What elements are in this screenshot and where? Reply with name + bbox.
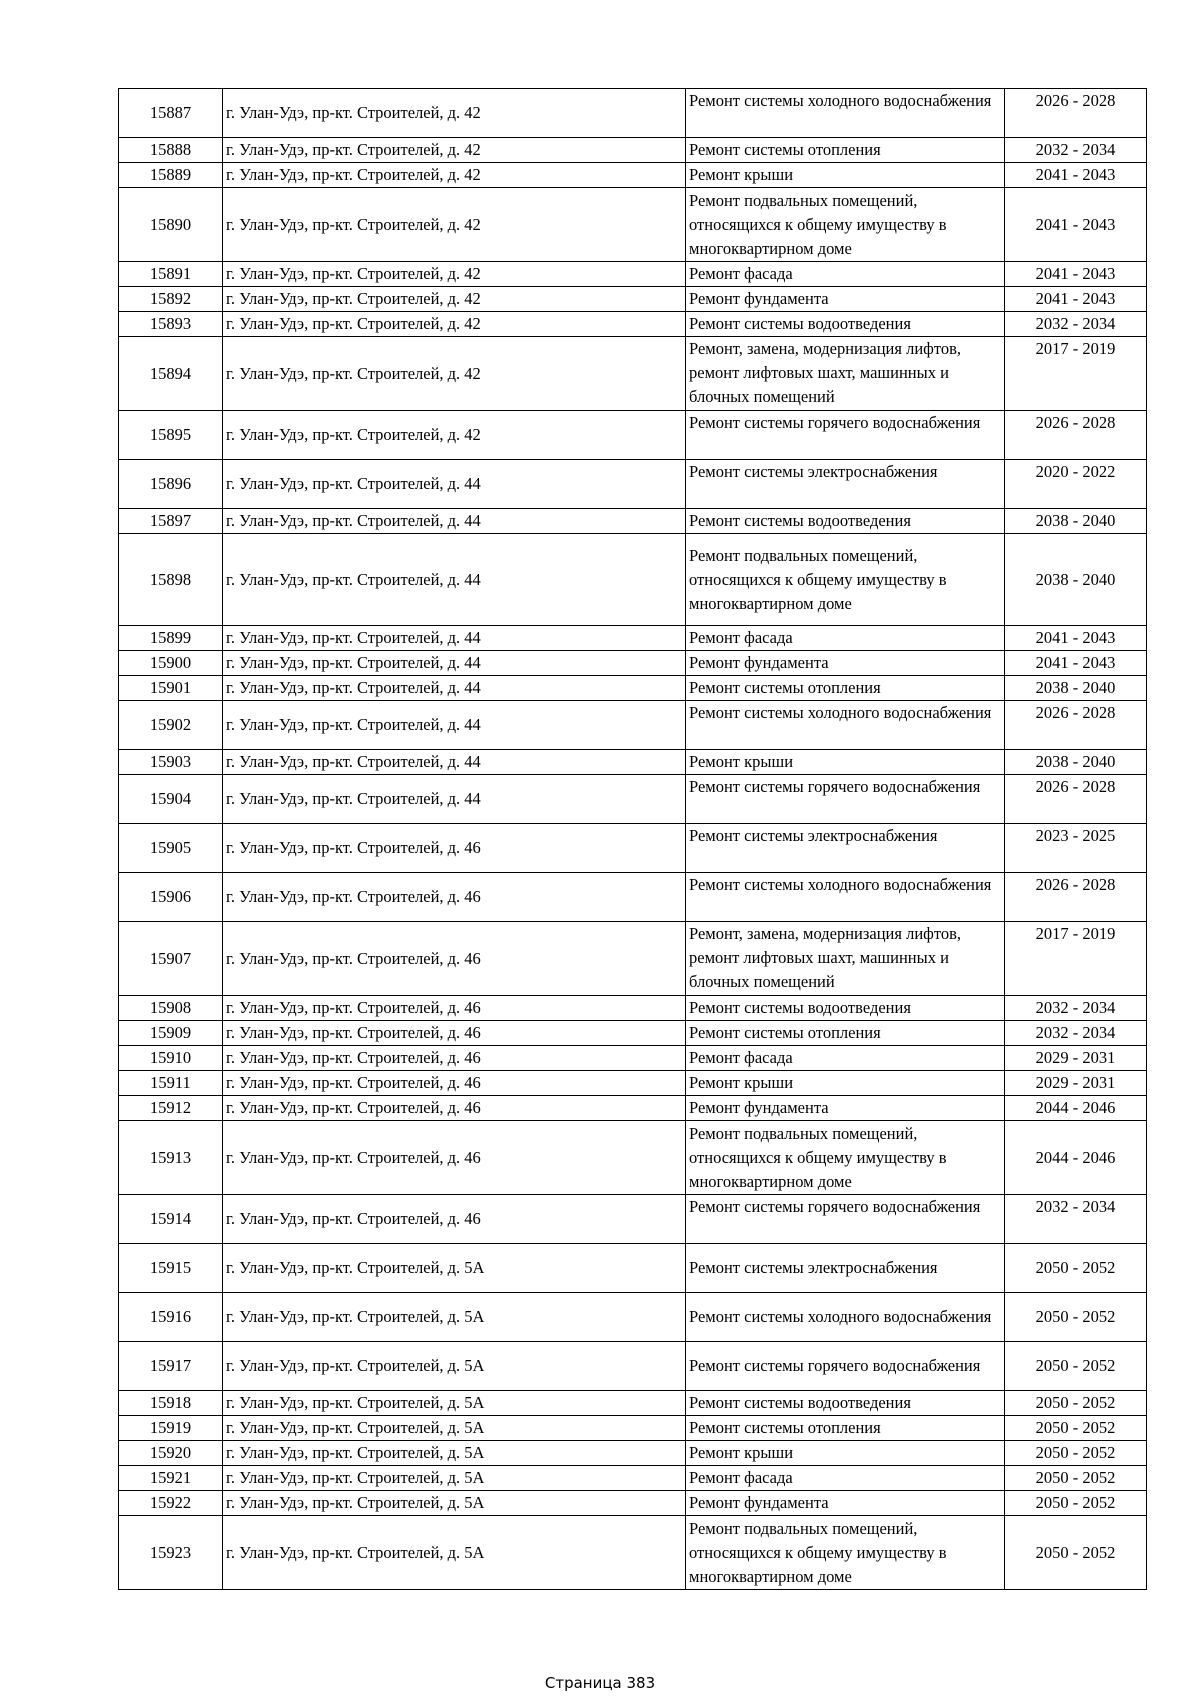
table-row bbox=[119, 1046, 1147, 1071]
table-row bbox=[119, 1096, 1147, 1121]
address-cell: г. Улан-Удэ, пр-кт. Строителей, д. 46 bbox=[223, 824, 686, 873]
period-cell: 2038 - 2040 bbox=[1005, 676, 1147, 701]
row-number-cell: 15901 bbox=[119, 676, 223, 701]
row-number-cell: 15902 bbox=[119, 701, 223, 750]
row-number-cell: 15906 bbox=[119, 873, 223, 922]
table-row bbox=[119, 411, 1147, 460]
table-row bbox=[119, 138, 1147, 163]
work-type-cell: Ремонт подвальных помещений, относящихся к общему имуществу в многоквартирном доме bbox=[686, 188, 1005, 262]
period-cell: 2041 - 2043 bbox=[1005, 188, 1147, 262]
table-row bbox=[119, 676, 1147, 701]
address-cell: г. Улан-Удэ, пр-кт. Строителей, д. 42 bbox=[223, 89, 686, 138]
row-number-cell: 15922 bbox=[119, 1491, 223, 1516]
row-number-cell: 15919 bbox=[119, 1416, 223, 1441]
table-row bbox=[119, 89, 1147, 138]
address-cell: г. Улан-Удэ, пр-кт. Строителей, д. 44 bbox=[223, 676, 686, 701]
period-cell: 2026 - 2028 bbox=[1005, 701, 1147, 750]
address-cell: г. Улан-Удэ, пр-кт. Строителей, д. 46 bbox=[223, 922, 686, 996]
work-type-cell: Ремонт фасада bbox=[686, 1046, 1005, 1071]
address-cell: г. Улан-Удэ, пр-кт. Строителей, д. 5А bbox=[223, 1491, 686, 1516]
period-cell: 2044 - 2046 bbox=[1005, 1121, 1147, 1195]
work-type-cell: Ремонт системы холодного водоснабжения bbox=[686, 701, 1005, 750]
row-number-cell: 15899 bbox=[119, 626, 223, 651]
period-cell: 2038 - 2040 bbox=[1005, 534, 1147, 626]
period-cell: 2029 - 2031 bbox=[1005, 1046, 1147, 1071]
row-number-cell: 15900 bbox=[119, 651, 223, 676]
period-cell: 2041 - 2043 bbox=[1005, 626, 1147, 651]
period-cell: 2026 - 2028 bbox=[1005, 873, 1147, 922]
address-cell: г. Улан-Удэ, пр-кт. Строителей, д. 5А bbox=[223, 1391, 686, 1416]
period-cell: 2050 - 2052 bbox=[1005, 1293, 1147, 1342]
period-cell: 2050 - 2052 bbox=[1005, 1416, 1147, 1441]
table-row bbox=[119, 1342, 1147, 1391]
period-cell: 2026 - 2028 bbox=[1005, 411, 1147, 460]
address-cell: г. Улан-Удэ, пр-кт. Строителей, д. 46 bbox=[223, 996, 686, 1021]
work-type-cell: Ремонт, замена, модернизация лифтов, ремонт лифтовых шахт, машинных и блочных помещений bbox=[686, 922, 1005, 996]
work-type-cell: Ремонт системы отопления bbox=[686, 676, 1005, 701]
row-number-cell: 15893 bbox=[119, 312, 223, 337]
address-cell: г. Улан-Удэ, пр-кт. Строителей, д. 5А bbox=[223, 1293, 686, 1342]
period-cell: 2041 - 2043 bbox=[1005, 651, 1147, 676]
work-type-cell: Ремонт системы горячего водоснабжения bbox=[686, 1342, 1005, 1391]
table-row bbox=[119, 824, 1147, 873]
row-number-cell: 15894 bbox=[119, 337, 223, 411]
address-cell: г. Улан-Удэ, пр-кт. Строителей, д. 5А bbox=[223, 1244, 686, 1293]
work-type-cell: Ремонт системы электроснабжения bbox=[686, 1244, 1005, 1293]
address-cell: г. Улан-Удэ, пр-кт. Строителей, д. 44 bbox=[223, 701, 686, 750]
work-type-cell: Ремонт крыши bbox=[686, 163, 1005, 188]
work-type-cell: Ремонт подвальных помещений, относящихся к общему имуществу в многоквартирном доме bbox=[686, 1516, 1005, 1590]
period-cell: 2050 - 2052 bbox=[1005, 1244, 1147, 1293]
work-type-cell: Ремонт фасада bbox=[686, 1466, 1005, 1491]
row-number-cell: 15898 bbox=[119, 534, 223, 626]
work-type-cell: Ремонт крыши bbox=[686, 1071, 1005, 1096]
row-number-cell: 15895 bbox=[119, 411, 223, 460]
address-cell: г. Улан-Удэ, пр-кт. Строителей, д. 42 bbox=[223, 411, 686, 460]
table-row bbox=[119, 1416, 1147, 1441]
table-row bbox=[119, 262, 1147, 287]
work-type-cell: Ремонт подвальных помещений, относящихся к общему имуществу в многоквартирном доме bbox=[686, 1121, 1005, 1195]
table-row bbox=[119, 922, 1147, 996]
work-type-cell: Ремонт фундамента bbox=[686, 287, 1005, 312]
work-type-cell: Ремонт системы отопления bbox=[686, 1021, 1005, 1046]
period-cell: 2026 - 2028 bbox=[1005, 89, 1147, 138]
row-number-cell: 15889 bbox=[119, 163, 223, 188]
table-row bbox=[119, 312, 1147, 337]
work-type-cell: Ремонт системы водоотведения bbox=[686, 509, 1005, 534]
row-number-cell: 15907 bbox=[119, 922, 223, 996]
row-number-cell: 15909 bbox=[119, 1021, 223, 1046]
work-type-cell: Ремонт, замена, модернизация лифтов, ремонт лифтовых шахт, машинных и блочных помещений bbox=[686, 337, 1005, 411]
table-row bbox=[119, 1293, 1147, 1342]
table-row bbox=[119, 1441, 1147, 1466]
period-cell: 2041 - 2043 bbox=[1005, 262, 1147, 287]
address-cell: г. Улан-Удэ, пр-кт. Строителей, д. 42 bbox=[223, 138, 686, 163]
address-cell: г. Улан-Удэ, пр-кт. Строителей, д. 46 bbox=[223, 1046, 686, 1071]
work-type-cell: Ремонт системы холодного водоснабжения bbox=[686, 89, 1005, 138]
work-type-cell: Ремонт системы водоотведения bbox=[686, 996, 1005, 1021]
table-row bbox=[119, 460, 1147, 509]
work-type-cell: Ремонт системы горячего водоснабжения bbox=[686, 1195, 1005, 1244]
row-number-cell: 15917 bbox=[119, 1342, 223, 1391]
row-number-cell: 15912 bbox=[119, 1096, 223, 1121]
address-cell: г. Улан-Удэ, пр-кт. Строителей, д. 46 bbox=[223, 1121, 686, 1195]
address-cell: г. Улан-Удэ, пр-кт. Строителей, д. 44 bbox=[223, 775, 686, 824]
address-cell: г. Улан-Удэ, пр-кт. Строителей, д. 5А bbox=[223, 1466, 686, 1491]
period-cell: 2032 - 2034 bbox=[1005, 1195, 1147, 1244]
address-cell: г. Улан-Удэ, пр-кт. Строителей, д. 42 bbox=[223, 287, 686, 312]
work-type-cell: Ремонт системы электроснабжения bbox=[686, 824, 1005, 873]
work-type-cell: Ремонт системы холодного водоснабжения bbox=[686, 1293, 1005, 1342]
table-row bbox=[119, 1071, 1147, 1096]
work-type-cell: Ремонт фундамента bbox=[686, 1491, 1005, 1516]
work-type-cell: Ремонт подвальных помещений, относящихся к общему имуществу в многоквартирном доме bbox=[686, 534, 1005, 626]
address-cell: г. Улан-Удэ, пр-кт. Строителей, д. 44 bbox=[223, 750, 686, 775]
address-cell: г. Улан-Удэ, пр-кт. Строителей, д. 44 bbox=[223, 509, 686, 534]
row-number-cell: 15904 bbox=[119, 775, 223, 824]
period-cell: 2050 - 2052 bbox=[1005, 1342, 1147, 1391]
table-row bbox=[119, 163, 1147, 188]
period-cell: 2032 - 2034 bbox=[1005, 996, 1147, 1021]
work-type-cell: Ремонт системы горячего водоснабжения bbox=[686, 775, 1005, 824]
table-row bbox=[119, 1391, 1147, 1416]
address-cell: г. Улан-Удэ, пр-кт. Строителей, д. 46 bbox=[223, 873, 686, 922]
address-cell: г. Улан-Удэ, пр-кт. Строителей, д. 46 bbox=[223, 1195, 686, 1244]
table-row bbox=[119, 337, 1147, 411]
row-number-cell: 15896 bbox=[119, 460, 223, 509]
row-number-cell: 15920 bbox=[119, 1441, 223, 1466]
row-number-cell: 15888 bbox=[119, 138, 223, 163]
period-cell: 2032 - 2034 bbox=[1005, 312, 1147, 337]
table-row bbox=[119, 1021, 1147, 1046]
period-cell: 2050 - 2052 bbox=[1005, 1391, 1147, 1416]
table-row bbox=[119, 750, 1147, 775]
row-number-cell: 15915 bbox=[119, 1244, 223, 1293]
table-row bbox=[119, 1121, 1147, 1195]
address-cell: г. Улан-Удэ, пр-кт. Строителей, д. 46 bbox=[223, 1071, 686, 1096]
page-number: Страница 383 bbox=[544, 1674, 656, 1692]
address-cell: г. Улан-Удэ, пр-кт. Строителей, д. 44 bbox=[223, 626, 686, 651]
period-cell: 2017 - 2019 bbox=[1005, 922, 1147, 996]
table-row bbox=[119, 1244, 1147, 1293]
period-cell: 2029 - 2031 bbox=[1005, 1071, 1147, 1096]
row-number-cell: 15910 bbox=[119, 1046, 223, 1071]
work-type-cell: Ремонт фундамента bbox=[686, 651, 1005, 676]
work-type-cell: Ремонт фасада bbox=[686, 262, 1005, 287]
address-cell: г. Улан-Удэ, пр-кт. Строителей, д. 42 bbox=[223, 262, 686, 287]
row-number-cell: 15916 bbox=[119, 1293, 223, 1342]
row-number-cell: 15908 bbox=[119, 996, 223, 1021]
period-cell: 2032 - 2034 bbox=[1005, 1021, 1147, 1046]
work-type-cell: Ремонт системы отопления bbox=[686, 138, 1005, 163]
work-type-cell: Ремонт системы холодного водоснабжения bbox=[686, 873, 1005, 922]
table-body bbox=[119, 89, 1147, 1590]
row-number-cell: 15918 bbox=[119, 1391, 223, 1416]
address-cell: г. Улан-Удэ, пр-кт. Строителей, д. 5А bbox=[223, 1516, 686, 1590]
row-number-cell: 15905 bbox=[119, 824, 223, 873]
period-cell: 2050 - 2052 bbox=[1005, 1441, 1147, 1466]
row-number-cell: 15897 bbox=[119, 509, 223, 534]
row-number-cell: 15891 bbox=[119, 262, 223, 287]
period-cell: 2023 - 2025 bbox=[1005, 824, 1147, 873]
period-cell: 2026 - 2028 bbox=[1005, 775, 1147, 824]
row-number-cell: 15913 bbox=[119, 1121, 223, 1195]
period-cell: 2050 - 2052 bbox=[1005, 1516, 1147, 1590]
period-cell: 2044 - 2046 bbox=[1005, 1096, 1147, 1121]
address-cell: г. Улан-Удэ, пр-кт. Строителей, д. 44 bbox=[223, 460, 686, 509]
address-cell: г. Улан-Удэ, пр-кт. Строителей, д. 5А bbox=[223, 1416, 686, 1441]
row-number-cell: 15903 bbox=[119, 750, 223, 775]
table-row bbox=[119, 651, 1147, 676]
work-type-cell: Ремонт системы водоотведения bbox=[686, 312, 1005, 337]
period-cell: 2032 - 2034 bbox=[1005, 138, 1147, 163]
work-type-cell: Ремонт фасада bbox=[686, 626, 1005, 651]
address-cell: г. Улан-Удэ, пр-кт. Строителей, д. 5А bbox=[223, 1342, 686, 1391]
table-row bbox=[119, 701, 1147, 750]
table-row bbox=[119, 996, 1147, 1021]
period-cell: 2020 - 2022 bbox=[1005, 460, 1147, 509]
period-cell: 2050 - 2052 bbox=[1005, 1491, 1147, 1516]
table-row bbox=[119, 509, 1147, 534]
row-number-cell: 15892 bbox=[119, 287, 223, 312]
repair-schedule-table bbox=[118, 88, 1147, 1590]
work-type-cell: Ремонт системы электроснабжения bbox=[686, 460, 1005, 509]
work-type-cell: Ремонт крыши bbox=[686, 750, 1005, 775]
table-row bbox=[119, 287, 1147, 312]
work-type-cell: Ремонт крыши bbox=[686, 1441, 1005, 1466]
table-row bbox=[119, 1516, 1147, 1590]
row-number-cell: 15921 bbox=[119, 1466, 223, 1491]
table-row bbox=[119, 1195, 1147, 1244]
table-row bbox=[119, 873, 1147, 922]
period-cell: 2050 - 2052 bbox=[1005, 1466, 1147, 1491]
period-cell: 2038 - 2040 bbox=[1005, 509, 1147, 534]
work-type-cell: Ремонт системы водоотведения bbox=[686, 1391, 1005, 1416]
address-cell: г. Улан-Удэ, пр-кт. Строителей, д. 5А bbox=[223, 1441, 686, 1466]
table-row bbox=[119, 1466, 1147, 1491]
address-cell: г. Улан-Удэ, пр-кт. Строителей, д. 42 bbox=[223, 312, 686, 337]
work-type-cell: Ремонт системы отопления bbox=[686, 1416, 1005, 1441]
period-cell: 2017 - 2019 bbox=[1005, 337, 1147, 411]
period-cell: 2041 - 2043 bbox=[1005, 163, 1147, 188]
address-cell: г. Улан-Удэ, пр-кт. Строителей, д. 42 bbox=[223, 163, 686, 188]
period-cell: 2041 - 2043 bbox=[1005, 287, 1147, 312]
address-cell: г. Улан-Удэ, пр-кт. Строителей, д. 42 bbox=[223, 337, 686, 411]
work-type-cell: Ремонт фундамента bbox=[686, 1096, 1005, 1121]
table-row bbox=[119, 626, 1147, 651]
row-number-cell: 15923 bbox=[119, 1516, 223, 1590]
table-row bbox=[119, 188, 1147, 262]
table-row bbox=[119, 534, 1147, 626]
address-cell: г. Улан-Удэ, пр-кт. Строителей, д. 44 bbox=[223, 651, 686, 676]
address-cell: г. Улан-Удэ, пр-кт. Строителей, д. 46 bbox=[223, 1021, 686, 1046]
work-type-cell: Ремонт системы горячего водоснабжения bbox=[686, 411, 1005, 460]
period-cell: 2038 - 2040 bbox=[1005, 750, 1147, 775]
row-number-cell: 15911 bbox=[119, 1071, 223, 1096]
table-row bbox=[119, 1491, 1147, 1516]
address-cell: г. Улан-Удэ, пр-кт. Строителей, д. 46 bbox=[223, 1096, 686, 1121]
row-number-cell: 15890 bbox=[119, 188, 223, 262]
address-cell: г. Улан-Удэ, пр-кт. Строителей, д. 44 bbox=[223, 534, 686, 626]
address-cell: г. Улан-Удэ, пр-кт. Строителей, д. 42 bbox=[223, 188, 686, 262]
table-row bbox=[119, 775, 1147, 824]
row-number-cell: 15914 bbox=[119, 1195, 223, 1244]
row-number-cell: 15887 bbox=[119, 89, 223, 138]
